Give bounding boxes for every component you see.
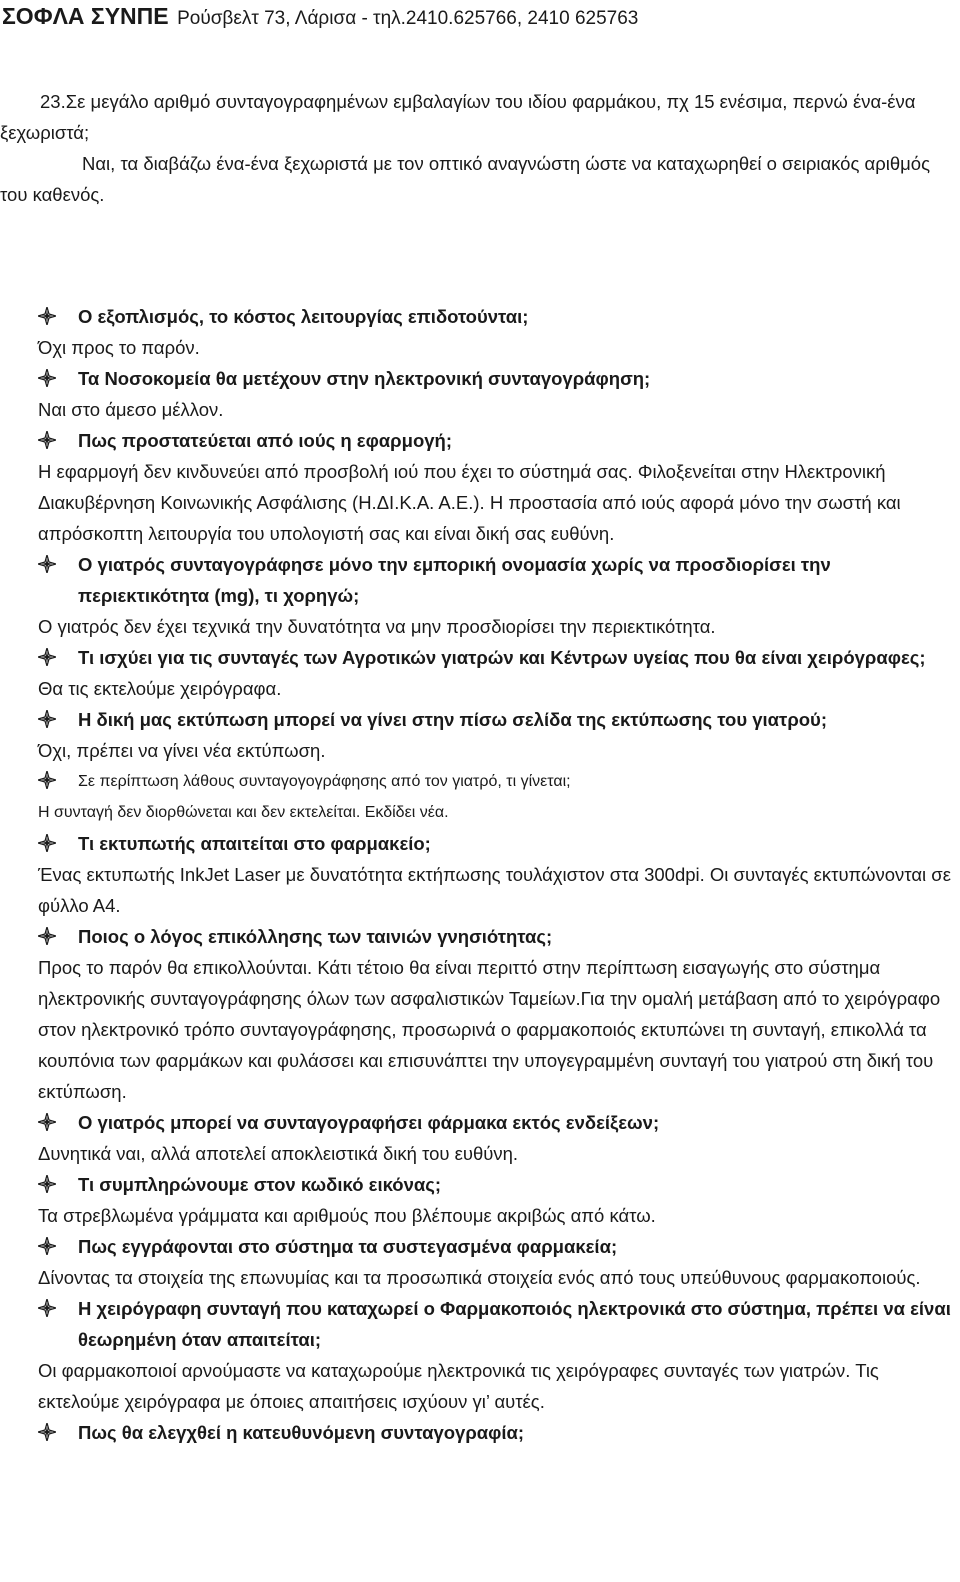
faq-question-text: Ο γιατρός συνταγογράφησε μόνο την εμπορική ονομασία χωρίς να προσδιορίσει την περιεκτικότητα (mg), τι χορηγώ; <box>78 554 831 606</box>
faq-answer: Ναι στο άμεσο μέλλον. <box>38 399 224 420</box>
bullet-diamond-icon <box>38 1237 56 1255</box>
spacer <box>38 210 958 301</box>
bullet-diamond-icon <box>38 555 56 573</box>
faq-item <box>38 1417 958 1448</box>
faq-answer: Δίνοντας τα στοιχεία της επωνυμίας και τα προσωπικά στοιχεία ενός από τους υπεύθυνους φαρμακοποιούς. <box>38 1267 921 1288</box>
faq-item <box>38 549 958 642</box>
faq-question-text: Τι συμπληρώνουμε στον κωδικό εικόνας; <box>78 1174 442 1195</box>
bullet-diamond-icon <box>38 369 56 387</box>
faq-item <box>38 1107 958 1169</box>
faq-question <box>38 642 958 673</box>
faq-question-text: Πως θα ελεγχθεί η κατευθυνόμενη συνταγογραφία; <box>78 1422 525 1443</box>
faq-question <box>38 921 958 952</box>
faq-question-text: Ο γιατρός μπορεί να συνταγογραφήσει φάρμακα εκτός ενδείξεων; <box>78 1112 660 1133</box>
faq-item <box>38 425 958 549</box>
faq-question <box>38 1107 958 1138</box>
bullet-diamond-icon <box>38 648 56 666</box>
faq-question <box>38 425 958 456</box>
faq-question-text: Ποιος ο λόγος επικόλλησης των ταινιών γνησιότητας; <box>78 926 553 947</box>
intro-question: 23.Σε μεγάλο αριθμό συνταγογραφημένων εμβαλαγίων του ιδίου φαρμάκου, πχ 15 ενέσιμα, περνώ ένα-ένα ξεχωριστά; <box>0 91 916 143</box>
faq-question-text: Η χειρόγραφη συνταγή που καταχωρεί ο Φαρμακοποιός ηλεκτρονικά στο σύστημα, πρέπει να είναι θεωρημένη όταν απαιτείται; <box>78 1298 951 1350</box>
faq-question <box>38 1231 958 1262</box>
faq-item <box>38 1169 958 1231</box>
faq-question <box>38 1169 958 1200</box>
faq-answer: Τα στρεβλωμένα γράμματα και αριθμούς που βλέπουμε ακριβώς από κάτω. <box>38 1205 656 1226</box>
bullet-diamond-icon <box>38 771 56 789</box>
brand-name: ΣΟΦΛΑ ΣΥΝΠΕ <box>2 3 169 29</box>
faq-question <box>38 1293 958 1355</box>
faq-question-text: Ο εξοπλισμός, το κόστος λειτουργίας επιδοτούνται; <box>78 306 529 327</box>
bullet-diamond-icon <box>38 927 56 945</box>
faq-question-text: Τα Νοσοκομεία θα μετέχουν στην ηλεκτρονική συνταγογράφηση; <box>78 368 651 389</box>
faq-question-text: Πως εγγράφονται στο σύστημα τα συστεγασμένα φαρμακεία; <box>78 1236 618 1257</box>
bullet-diamond-icon <box>38 1113 56 1131</box>
bullet-diamond-icon <box>38 307 56 325</box>
faq-item <box>38 363 958 425</box>
faq-question <box>38 828 958 859</box>
faq-question-text: Τι εκτυπωτής απαιτείται στο φαρμακείο; <box>78 833 431 854</box>
bullet-diamond-icon <box>38 431 56 449</box>
page-header <box>2 3 638 30</box>
faq-answer: Η συνταγή δεν διορθώνεται και δεν εκτελείται. Εκδίδει νέα. <box>38 804 449 821</box>
faq-question-text: Η δική μας εκτύπωση μπορεί να γίνει στην πίσω σελίδα της εκτύπωσης του γιατρού; <box>78 709 827 730</box>
faq-question-text: Πως προστατεύεται από ιούς η εφαρμογή; <box>78 430 452 451</box>
faq-item <box>38 1293 958 1417</box>
faq-item <box>38 828 958 921</box>
faq-answer: Η εφαρμογή δεν κινδυνεύει από προσβολή ιού που έχει το σύστημά σας. Φιλοξενείται στην Ηλεκτρονική Διακυβέρνηση Κοινωνικής Ασφάλισης (Η.ΔΙ.Κ.Α. Α.Ε.). Η προστασία από ιούς αφορά μόνο την σωστή και απρόσκοπτη λειτουργία του υπολογιστή σας και είναι δική σας ευθύνη. <box>38 461 901 544</box>
faq-question <box>38 704 958 735</box>
faq-question <box>38 549 958 611</box>
bullet-diamond-icon <box>38 1175 56 1193</box>
faq-question <box>38 1417 958 1448</box>
faq-question <box>38 363 958 394</box>
faq-answer: Οι φαρμακοποιοί αρνούμαστε να καταχωρούμε ηλεκτρονικά τις χειρόγραφες συνταγές των γιατρών. Τις εκτελούμε χειρόγραφα με όποιες απαιτήσεις ισχύουν γι’ αυτές. <box>38 1360 879 1412</box>
faq-item <box>38 766 958 828</box>
faq-answer: Θα τις εκτελούμε χειρόγραφα. <box>38 678 282 699</box>
faq-question-text: Τι ισχύει για τις συνταγές των Αγροτικών γιατρών και Κέντρων υγείας που θα είναι χειρόγραφες; <box>78 647 926 668</box>
faq-item <box>38 301 958 363</box>
faq-answer: Ο γιατρός δεν έχει τεχνικά την δυνατότητα να μην προσδιορίσει την περιεκτικότητα. <box>38 616 716 637</box>
faq-answer: Όχι, πρέπει να γίνει νέα εκτύπωση. <box>38 740 326 761</box>
bullet-diamond-icon <box>38 1299 56 1317</box>
intro-block <box>0 86 958 210</box>
faq-answer: Προς το παρόν θα επικολλούνται. Κάτι τέτοιο θα είναι περιττό στην περίπτωση εισαγωγής στο σύστημα ηλεκτρονικής συνταγογράφησης όλων των ασφαλιστικών Ταμείων.Για την ομαλή μετάβαση από το χειρόγραφο στον ηλεκτρονικό τρόπο συνταγογράφησης, προσωρινά ο φαρμακοποιός εκτυπώνει τη συνταγή, επικολλά τα κουπόνια των φαρμάκων και φυλάσσει και επισυνάπτει την υπογεγραμμένη συνταγή του γιατρού στη δική του εκτύπωση. <box>38 957 941 1102</box>
faq-question-text: Σε περίπτωση λάθους συνταγογογράφησης από τον γιατρό, τι γίνεται; <box>78 773 571 790</box>
faq-item <box>38 704 958 766</box>
faq-content <box>0 86 958 1448</box>
bullet-diamond-icon <box>38 834 56 852</box>
faq-answer: Όχι προς το παρόν. <box>38 337 200 358</box>
faq-item <box>38 1231 958 1293</box>
faq-question <box>38 301 958 332</box>
faq-answer: Δυνητικά ναι, αλλά αποτελεί αποκλειστικά δική του ευθύνη. <box>38 1143 519 1164</box>
header-address: Ρούσβελτ 73, Λάρισα - τηλ.2410.625766, 2410 625763 <box>177 8 639 29</box>
intro-answer: Ναι, τα διαβάζω ένα-ένα ξεχωριστά με τον οπτικό αναγνώστη ώστε να καταχωρηθεί ο σειριακός αριθμός του καθενός. <box>0 153 930 205</box>
bullet-diamond-icon <box>38 1423 56 1441</box>
faq-answer: Ένας εκτυπωτής InkJet Laser με δυνατότητα εκτήπωσης τουλάχιστον στα 300dpi. Οι συνταγές εκτυπώνονται σε φύλλο Α4. <box>38 864 951 916</box>
bullet-diamond-icon <box>38 710 56 728</box>
faq-item <box>38 642 958 704</box>
faq-question <box>38 766 958 797</box>
faq-item <box>38 921 958 1107</box>
